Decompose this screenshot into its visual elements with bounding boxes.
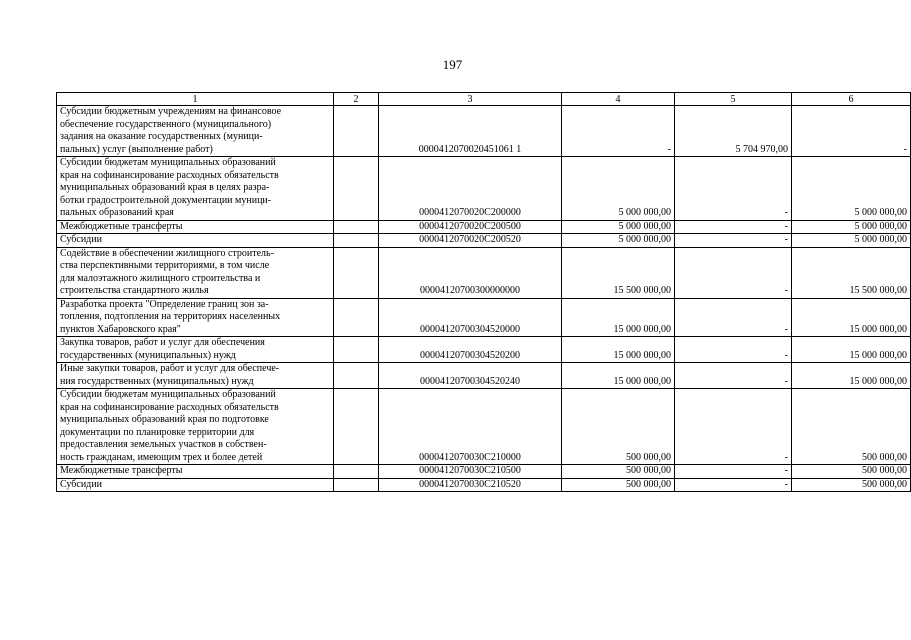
column-6-amount: 15 500 000,00 [792,247,911,298]
description-line: для малоэтажного жилищного строительства и [60,272,261,284]
budget-code: 0000412070020C200500 [379,220,562,234]
column-2-cell [334,157,379,221]
column-header: 6 [792,93,911,106]
budget-code: 0000412070030C210520 [379,478,562,492]
budget-code: 0000412070020451061 1 [379,106,562,157]
column-4-amount: 500 000,00 [562,465,675,479]
column-6-amount: 15 000 000,00 [792,363,911,389]
description-line: пальных образований края [60,207,174,218]
row-description [57,234,334,248]
description-line: пальных) услуг (выполнение работ) [60,143,213,155]
row-description [57,247,334,298]
description-line: задания на оказание государственных (муници- [60,131,263,142]
column-4-amount: 15 000 000,00 [562,363,675,389]
column-5-amount: 5 704 970,00 [675,106,792,157]
column-5-amount: - [675,157,792,221]
description-line: Иные закупки товаров, работ и услуг для обеспече- [60,363,280,374]
column-6-amount: 5 000 000,00 [792,234,911,248]
table-row [57,389,911,465]
description-line: топления, подтопления на территориях населенных [60,311,281,322]
row-description [57,389,334,465]
column-4-amount: 5 000 000,00 [562,234,675,248]
column-6-amount: 500 000,00 [792,389,911,465]
column-5-amount: - [675,247,792,298]
description-line: Субсидии [60,478,102,490]
description-line: ства перспективными территориями, в том числе [60,260,270,271]
column-4-amount: 5 000 000,00 [562,220,675,234]
row-description [57,220,334,234]
description-line: обеспечение государственного (муниципального) [60,118,272,130]
column-2-cell [334,478,379,492]
table-row [57,465,911,479]
column-header: 5 [675,93,792,106]
table-row [57,157,911,221]
budget-code: 00004120700300000000 [379,247,562,298]
column-6-amount: 5 000 000,00 [792,157,911,221]
row-description [57,465,334,479]
table-row [57,220,911,234]
table-row [57,363,911,389]
description-line: ния государственных (муниципальных) нужд [60,375,254,387]
column-header: 2 [334,93,379,106]
column-6-amount: - [792,106,911,157]
column-4-amount: 15 500 000,00 [562,247,675,298]
table-row [57,337,911,363]
description-line: Субсидии [60,234,102,245]
budget-code: 0000412070030C210000 [379,389,562,465]
column-5-amount: - [675,363,792,389]
table-row [57,247,911,298]
column-5-amount: - [675,298,792,337]
row-description [57,478,334,492]
column-2-cell [334,363,379,389]
column-6-amount: 15 000 000,00 [792,337,911,363]
description-line: края на софинансирование расходных обязательств [60,169,279,181]
budget-table [56,92,911,492]
column-2-cell [334,298,379,337]
column-2-cell [334,234,379,248]
description-line: Закупка товаров, работ и услуг для обеспечения [60,337,265,348]
table-row [57,106,911,157]
column-6-amount: 5 000 000,00 [792,220,911,234]
column-header: 3 [379,93,562,106]
column-4-amount: 15 000 000,00 [562,337,675,363]
column-2-cell [334,337,379,363]
row-description [57,106,334,157]
description-line: строительства стандартного жилья [60,285,209,296]
row-description [57,337,334,363]
column-4-amount: 5 000 000,00 [562,157,675,221]
column-6-amount: 500 000,00 [792,478,911,492]
column-2-cell [334,389,379,465]
column-4-amount: 15 000 000,00 [562,298,675,337]
column-header: 1 [57,93,334,106]
description-line: предоставления земельных участков в собствен- [60,439,267,450]
row-description [57,157,334,221]
column-4-amount: - [562,106,675,157]
budget-code: 0000412070020C200000 [379,157,562,221]
description-line: Межбюджетные трансферты [60,465,183,476]
budget-code: 00004120700304520200 [379,337,562,363]
column-4-amount: 500 000,00 [562,478,675,492]
column-5-amount: - [675,465,792,479]
description-line: муниципальных образований края по подготовке [60,414,269,425]
column-2-cell [334,247,379,298]
budget-code: 0000412070030C210500 [379,465,562,479]
column-2-cell [334,465,379,479]
description-line: муниципальных образований края в целях разра- [60,182,270,193]
budget-code: 00004120700304520240 [379,363,562,389]
description-line: Межбюджетные трансферты [60,220,183,232]
description-line: Разработка проекта "Определение границ зон за- [60,298,269,310]
table-row [57,234,911,248]
column-6-amount: 500 000,00 [792,465,911,479]
column-5-amount: - [675,220,792,234]
table-row [57,298,911,337]
column-4-amount: 500 000,00 [562,389,675,465]
table-header-row [57,93,911,106]
column-header: 4 [562,93,675,106]
row-description [57,298,334,337]
description-line: государственных (муниципальных) нужд [60,349,236,361]
budget-code: 0000412070020C200520 [379,234,562,248]
column-2-cell [334,220,379,234]
description-line: документации по планировке территории для [60,426,255,438]
column-5-amount: - [675,478,792,492]
description-line: Субсидии бюджетным учреждениям на финансовое [60,106,282,117]
column-6-amount: 15 000 000,00 [792,298,911,337]
description-line: ность гражданам, имеющим трех и более детей [60,451,263,463]
description-line: Субсидии бюджетам муниципальных образований [60,157,276,168]
column-5-amount: - [675,389,792,465]
description-line: Содействие в обеспечении жилищного строитель- [60,247,274,259]
page-number: 197 [442,57,463,72]
budget-code: 00004120700304520000 [379,298,562,337]
description-line: Субсидии бюджетам муниципальных образований [60,389,276,400]
description-line: ботки градостроительной документации муници- [60,194,272,206]
table-row [57,478,911,492]
description-line: края на софинансирование расходных обязательств [60,401,279,413]
description-line: пунктов Хабаровского края" [60,323,181,335]
column-2-cell [334,106,379,157]
row-description [57,363,334,389]
column-5-amount: - [675,234,792,248]
column-5-amount: - [675,337,792,363]
